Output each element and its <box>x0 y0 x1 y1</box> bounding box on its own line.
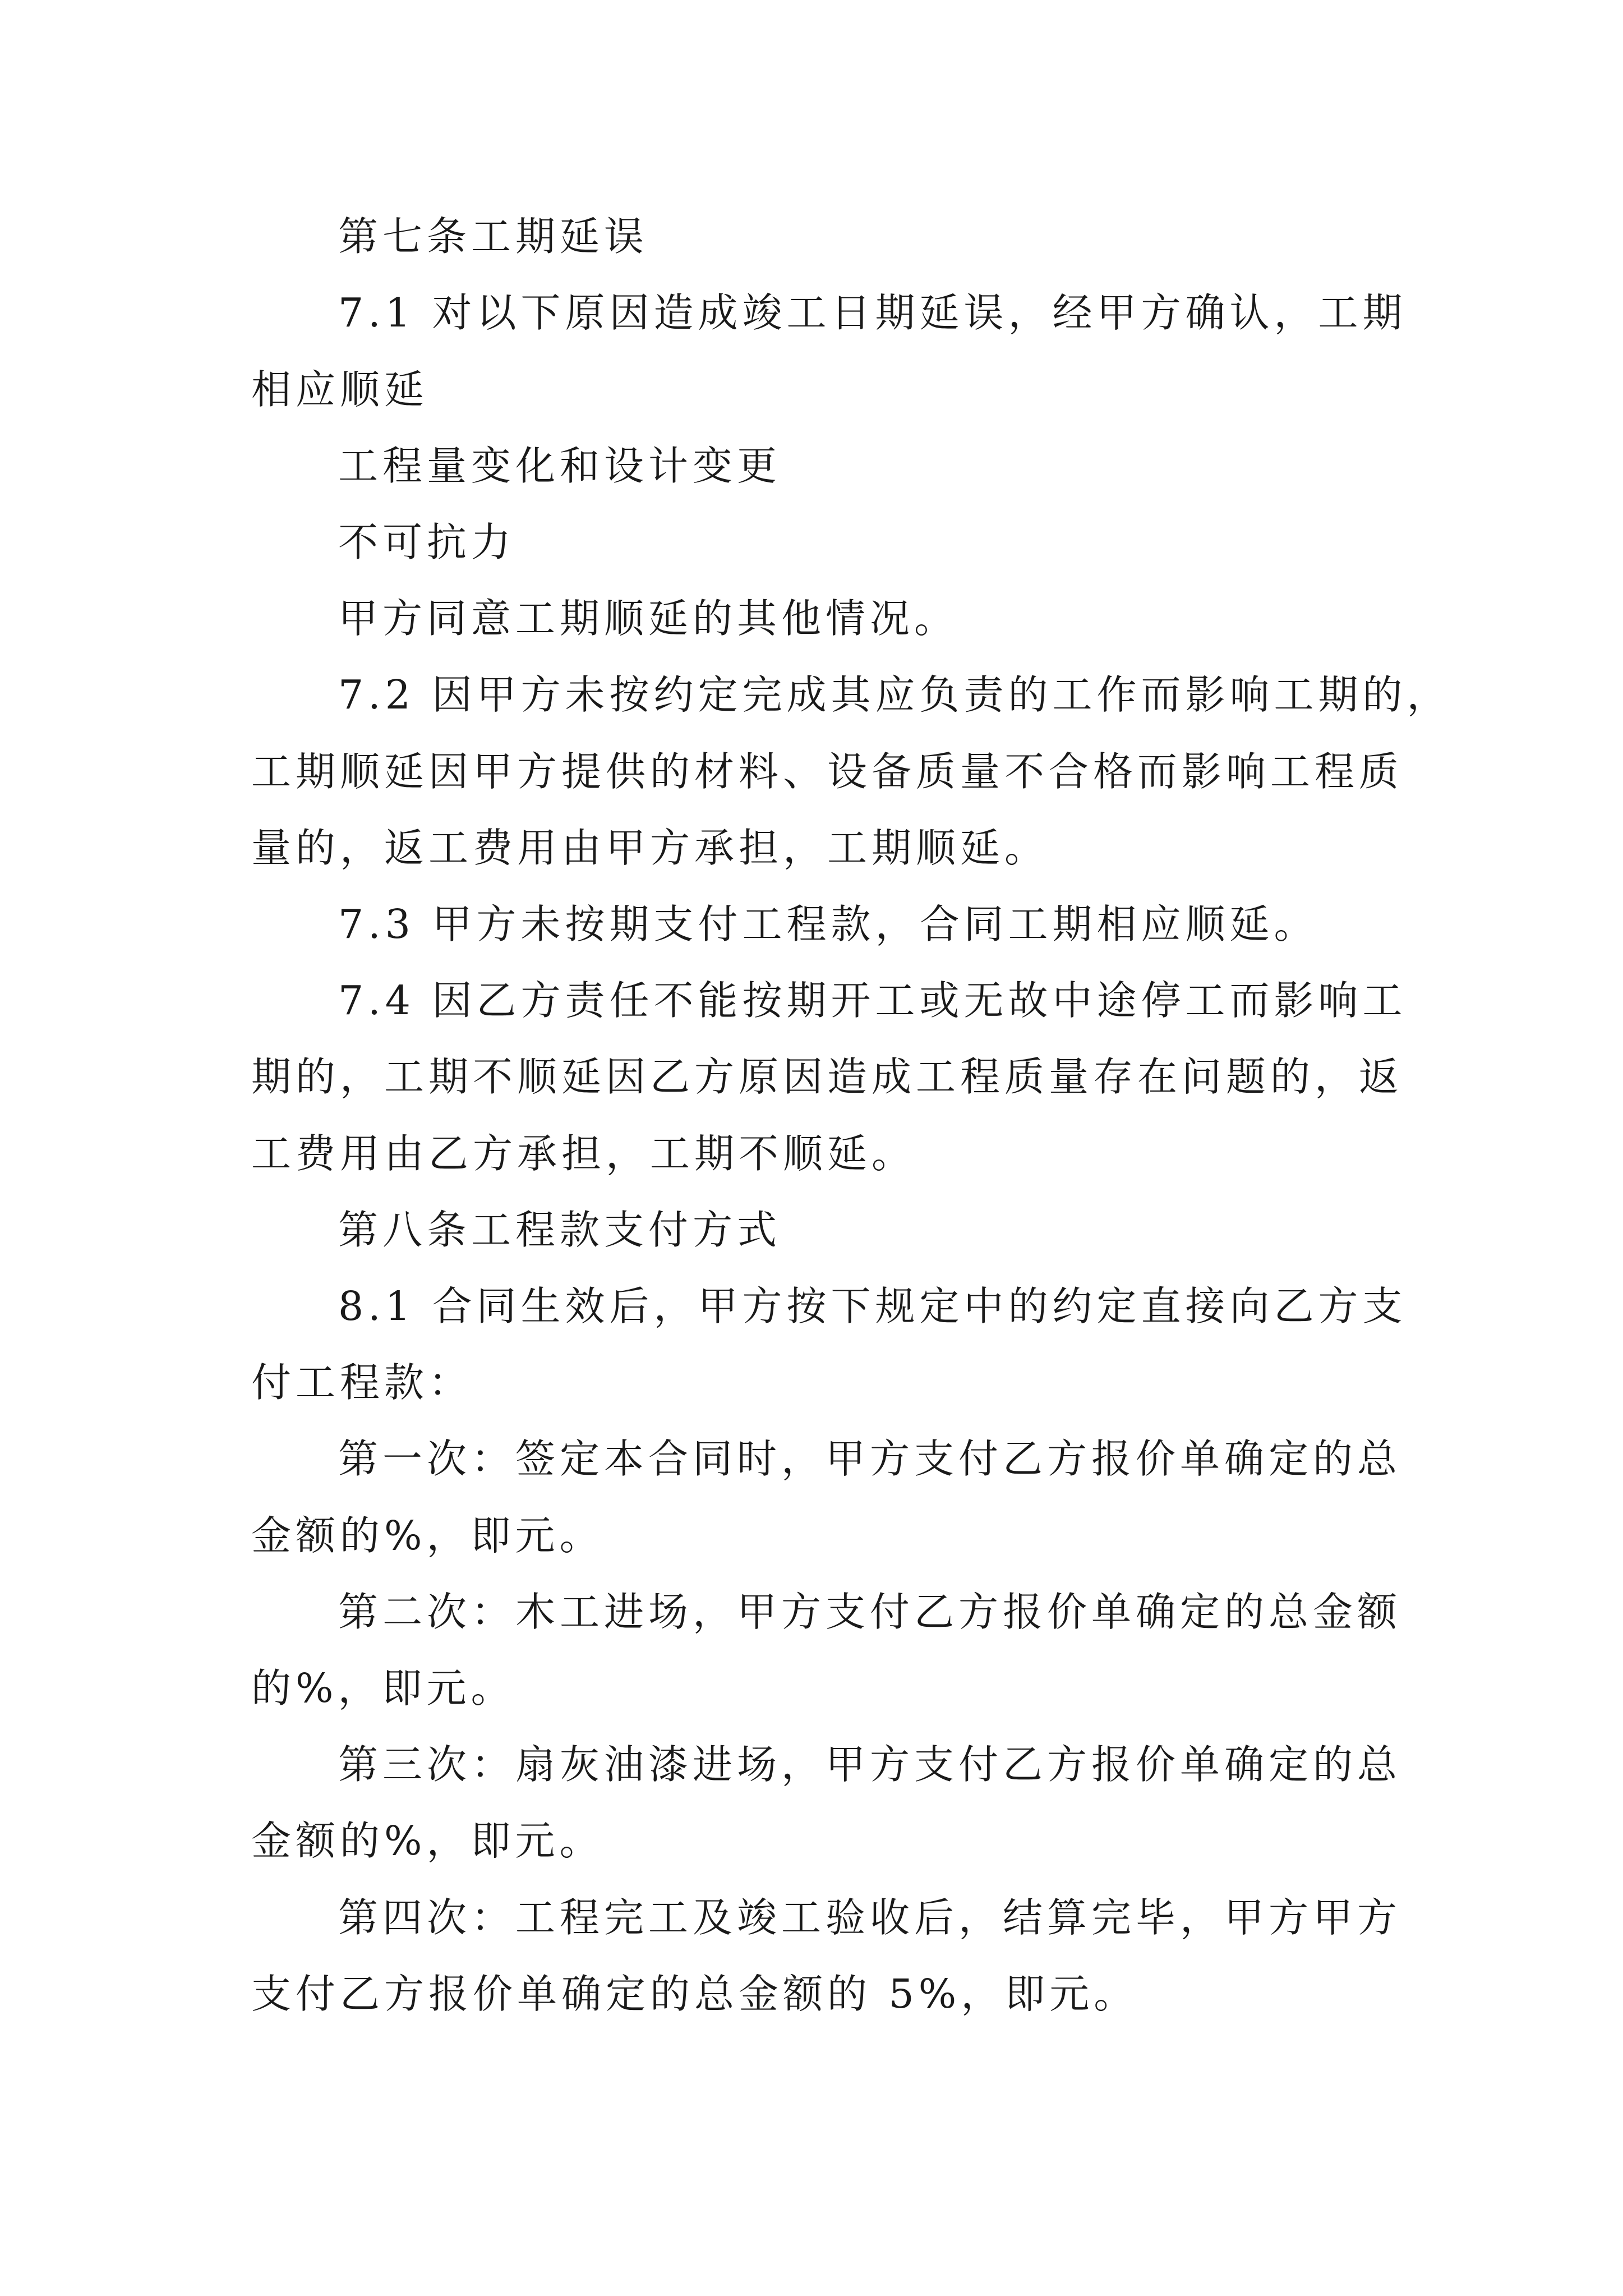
section-8-heading: 第八条工程款支付方式 <box>338 1207 782 1253</box>
clause-7-4-cont: 工费用由乙方承担，工期不顺延。 <box>251 1130 916 1177</box>
clause-8-1-cont: 付工程款： <box>251 1359 473 1406</box>
payment-third-cont: 金额的%，即元。 <box>251 1818 604 1864</box>
clause-7-1-cont: 相应顺延 <box>251 366 429 413</box>
payment-first: 第一次：签定本合同时，甲方支付乙方报价单确定的总 <box>338 1435 1402 1482</box>
clause-7-4: 7.4 因乙方责任不能按期开工或无故中途停工而影响工 <box>338 977 1407 1024</box>
payment-first-cont: 金额的%，即元。 <box>251 1512 604 1559</box>
list-item: 工程量变化和设计变更 <box>338 443 782 489</box>
payment-fourth-cont: 支付乙方报价单确定的总金额的 5%，即元。 <box>251 1971 1138 2017</box>
payment-third: 第三次：扇灰油漆进场，甲方支付乙方报价单确定的总 <box>338 1741 1402 1788</box>
clause-8-1: 8.1 合同生效后，甲方按下规定中的约定直接向乙方支 <box>338 1283 1407 1329</box>
clause-7-2: 7.2 因甲方未按约定完成其应负责的工作而影响工期的， <box>338 671 1451 718</box>
section-7-heading: 第七条工期延误 <box>338 213 649 260</box>
payment-fourth: 第四次：工程完工及竣工验收后，结算完毕，甲方甲方 <box>338 1894 1402 1941</box>
clause-7-1: 7.1 对以下原因造成竣工日期延误，经甲方确认，工期 <box>338 289 1407 336</box>
clause-7-4-cont: 期的，工期不顺延因乙方原因造成工程质量存在问题的，返 <box>251 1053 1404 1100</box>
list-item: 甲方同意工期顺延的其他情况。 <box>338 595 959 642</box>
list-item: 不可抗力 <box>338 519 516 565</box>
payment-second: 第二次：木工进场，甲方支付乙方报价单确定的总金额 <box>338 1589 1402 1635</box>
payment-second-cont: 的%，即元。 <box>251 1665 515 1711</box>
clause-7-2-cont: 量的，返工费用由甲方承担，工期顺延。 <box>251 825 1049 871</box>
clause-7-2-cont: 工期顺延因甲方提供的材料、设备质量不合格而影响工程质 <box>251 748 1404 795</box>
clause-7-3: 7.3 甲方未按期支付工程款，合同工期相应顺延。 <box>338 901 1318 947</box>
